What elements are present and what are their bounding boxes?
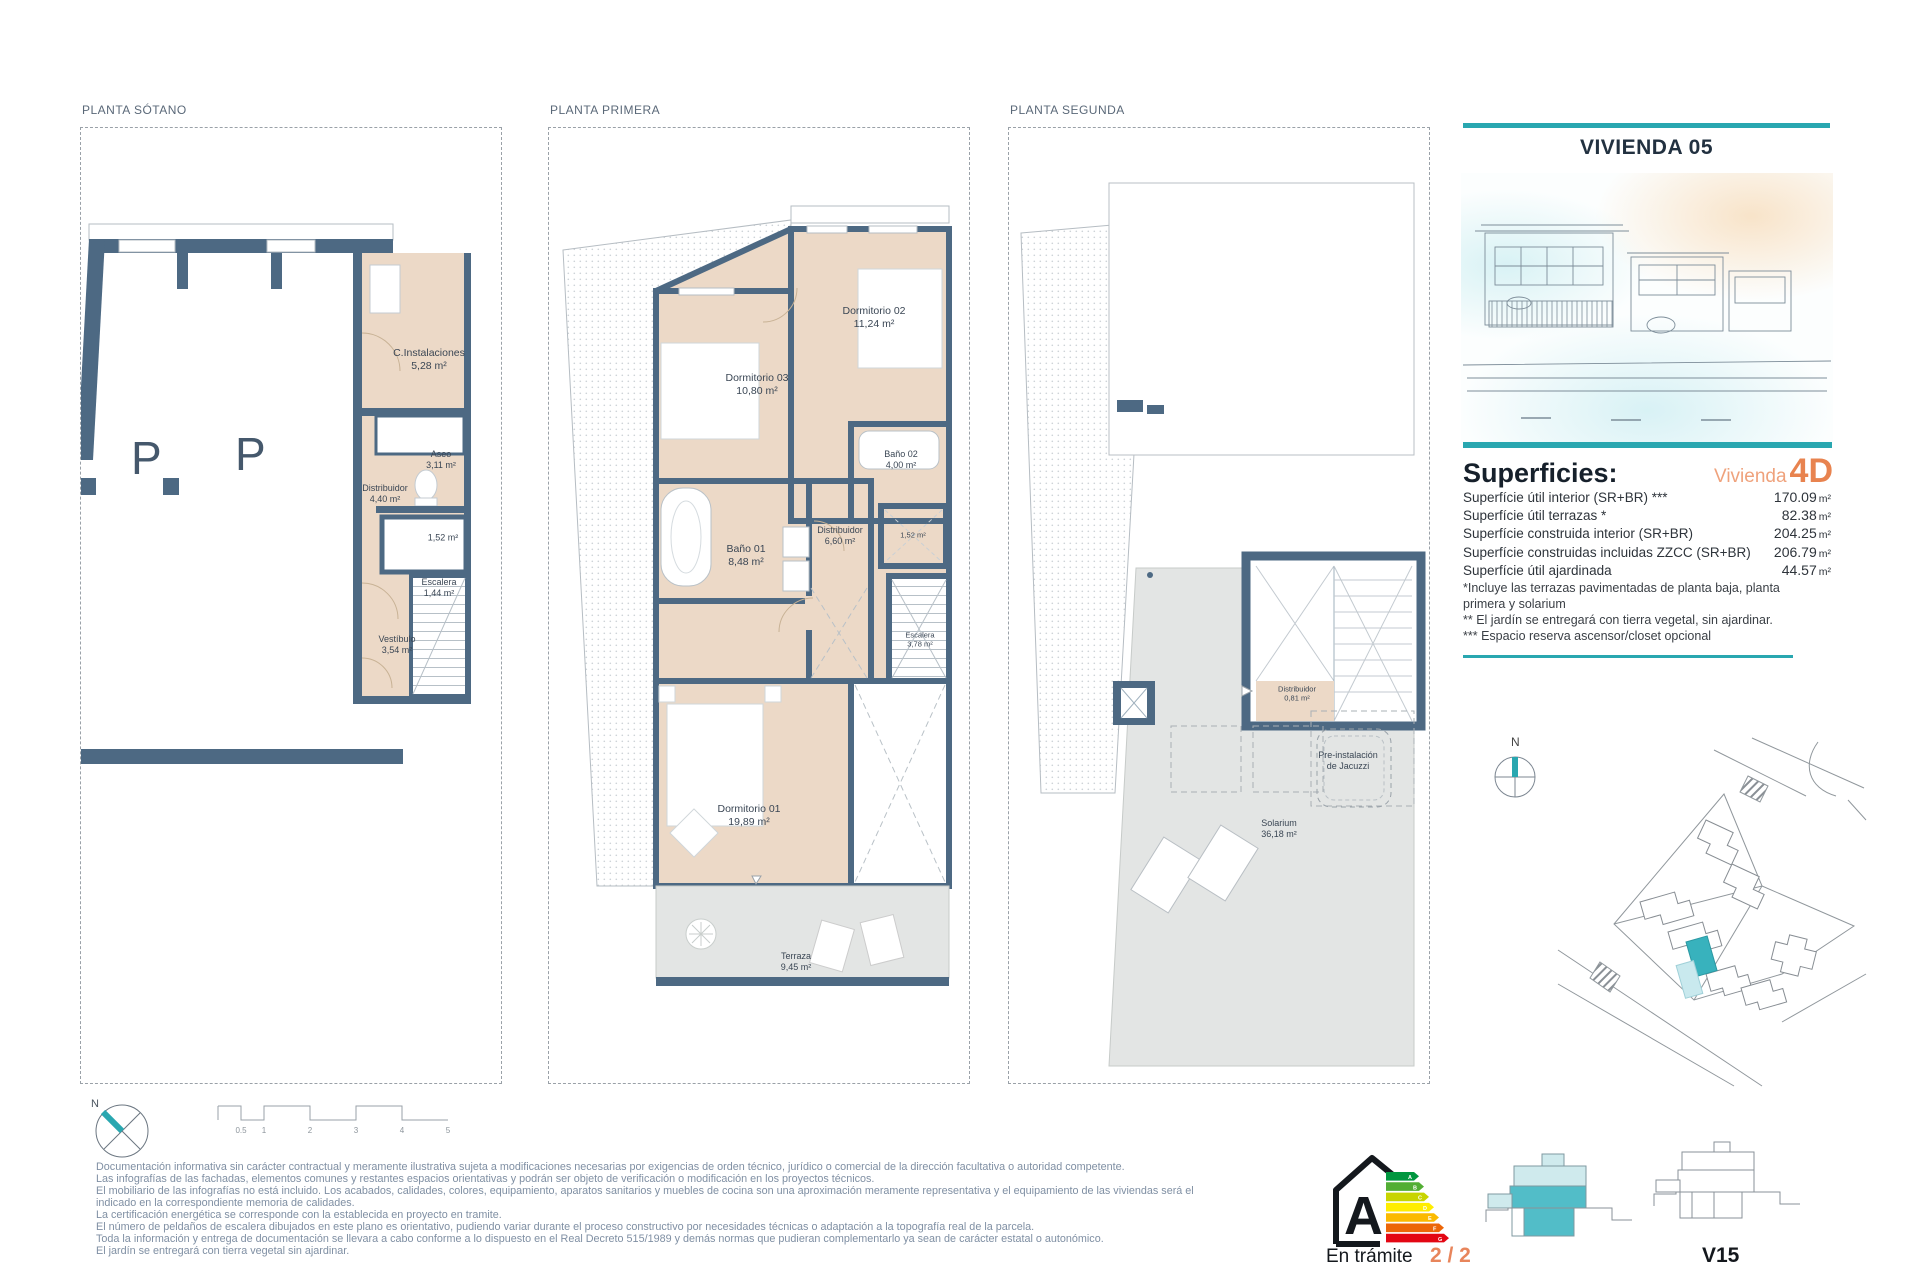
scale-tick: 3 (353, 1126, 359, 1135)
header-accent-bar (1463, 123, 1830, 128)
superficies-row: Superfície construidas incluidas ZZCC (SR+BR) 206.79 m² (1463, 543, 1831, 560)
disclaimer-line: El número de peldaños de escalera dibujados en este plano es orientativo, pudiendo variar durante el proceso constructivo por necesidades técnicas o adaptación a la topografía real de la parcela. (96, 1221, 1035, 1233)
note-line: ** El jardín se entregará con tierra vegetal, sin ajardinar. (1463, 613, 1773, 627)
sheet-code: V15 (1702, 1244, 1740, 1267)
room-label: Distribuidor 0,81 m² (1278, 684, 1316, 703)
superficies-accent-bar (1463, 442, 1832, 448)
plan-title-segunda: PLANTA SEGUNDA (1010, 103, 1125, 117)
superficies-table (1463, 489, 1831, 580)
vivienda-title: VIVIENDA 05 (1579, 136, 1714, 159)
superficies-row: Superfície útil ajardinada 44.57 m² (1463, 561, 1831, 578)
energy-certificate-icon (1320, 1146, 1480, 1250)
note-line: *Incluye las terrazas pavimentadas de planta baja, planta primera y solarium (1463, 581, 1780, 611)
room-label: Dormitorio 01 19,89 m² (717, 802, 781, 828)
scale-tick: 4 (399, 1126, 405, 1135)
disclaimer-line: El mobiliario de las infografías no está incluido. Los acabados, calidades, colores, equipamiento, aparatos sanitarios y muebles de cocina son una aproximación meramente representativa y el equipamiento de las viviendas será el (96, 1185, 1194, 1197)
disclaimer-line: Toda la información y entrega de documentación se llevara a cabo conforme a lo dispuesto en el Real Decreto 515/1989 y demás normas que pudieran complementarlo ya sean de carácter estatal o autonómico. (96, 1233, 1104, 1245)
scale-tick: 5 (445, 1126, 451, 1135)
villa-sketch-drawing (1461, 173, 1833, 443)
segunda-plan-drawing (1009, 128, 1429, 1083)
page-number: 2 / 2 (1430, 1244, 1471, 1267)
energy-scale-letter: A (1408, 1175, 1412, 1181)
room-label: Escalera 3,78 m² (905, 630, 935, 649)
plan-panel-primera (548, 127, 970, 1084)
building-section-highlighted (1484, 1146, 1634, 1244)
disclaimer-line: Documentación informativa sin carácter contractual y meramente ilustrativa sujeta a modificaciones necesarias por exigencias de orden técnico, jurídico o comercial de la dirección facultativa o autoridad competente. (96, 1161, 1125, 1173)
room-label: Baño 01 8,48 m² (726, 542, 766, 568)
superficies-row: Superfície construida interior (SR+BR) 204.25 m² (1463, 525, 1831, 542)
vivienda-word: Vivienda (1713, 466, 1787, 487)
energy-scale-letter: G (1438, 1236, 1443, 1243)
room-label: Dormitorio 03 10,80 m² (725, 371, 789, 397)
primera-plan-drawing (549, 128, 969, 1083)
parking-letter: P (131, 432, 162, 484)
room-label: Distribuidor 6,60 m² (817, 524, 863, 546)
plan-title-primera: PLANTA PRIMERA (550, 103, 661, 117)
scale-bar (212, 1096, 467, 1140)
energy-scale-letter: F (1433, 1226, 1437, 1233)
room-label: Escalera 1,44 m² (421, 576, 457, 598)
scale-tick: 0.5 (235, 1126, 247, 1135)
disclaimer-line: indicado en la correspondiente memoria de calidades. (96, 1197, 355, 1209)
room-label: 1,52 m² (900, 530, 926, 540)
energy-scale-letter: C (1418, 1195, 1422, 1202)
scale-tick: 2 (307, 1126, 313, 1135)
superficies-row: Superfície útil terrazas * 82.38 m² (1463, 507, 1831, 524)
building-section-plain (1652, 1140, 1802, 1236)
room-label: Distribuidor 4,40 m² (362, 482, 408, 504)
superficies-notes (1463, 580, 1811, 644)
disclaimer-line: El jardín se entregará con tierra vegetal sin ajardinar. (96, 1245, 350, 1257)
room-label: Pre-instalación de Jacuzzi (1318, 749, 1378, 771)
site-plan-map (1556, 736, 1868, 1088)
plan-title-sotano: PLANTA SÓTANO (82, 103, 187, 117)
room-label: Terraza 9,45 m² (780, 950, 812, 972)
plan-panel-segunda (1008, 127, 1430, 1084)
room-label: 1,52 m² (427, 532, 459, 543)
room-label: C.Instalaciones 5,28 m² (393, 346, 465, 372)
energy-scale-letter: E (1428, 1216, 1432, 1223)
notes-underline (1463, 655, 1793, 658)
compass-north-label: N (91, 1098, 99, 1110)
villa-sketch-image (1461, 173, 1833, 443)
superficies-header (1463, 452, 1833, 491)
vivienda-type (1714, 452, 1833, 491)
energy-scale-letter: B (1413, 1185, 1417, 1192)
superficies-heading: Superficies: (1463, 458, 1618, 488)
energy-scale-letter: D (1423, 1205, 1427, 1212)
room-label: Aseo 3,11 m² (426, 448, 456, 470)
plan-panel-sotano (80, 127, 502, 1084)
disclaimer-line: Las infografías de las fachadas, elementos comunes y restantes espacios orientativas y podrán ser objeto de verificación o modificación en los proyectos técnicos. (96, 1173, 875, 1185)
compass-north-label: N (1511, 735, 1520, 749)
room-label: Solarium 36,18 m² (1261, 817, 1297, 839)
room-label: Vestíbulo 3,54 m² (378, 633, 416, 655)
compass-rose-icon (86, 1093, 154, 1161)
energy-status: En trámite (1326, 1246, 1413, 1267)
room-label: Dormitorio 02 11,24 m² (842, 304, 906, 330)
scale-tick: 1 (261, 1126, 267, 1135)
parking-letter: P (235, 428, 266, 480)
energy-rating-letter: A (1344, 1186, 1383, 1246)
superficies-row: Superfície útil interior (SR+BR) *** 170.09 m² (1463, 489, 1831, 505)
disclaimer-line: La certificación energética se corresponde con la establecida en proyecto en tramite. (96, 1209, 502, 1221)
compass-icon (1487, 733, 1543, 803)
vivienda-code: 4D (1789, 452, 1833, 490)
note-line: *** Espacio reserva ascensor/closet opcional (1463, 629, 1712, 643)
room-label: Baño 02 4,00 m² (884, 448, 918, 470)
sotano-plan-drawing (81, 128, 501, 1083)
